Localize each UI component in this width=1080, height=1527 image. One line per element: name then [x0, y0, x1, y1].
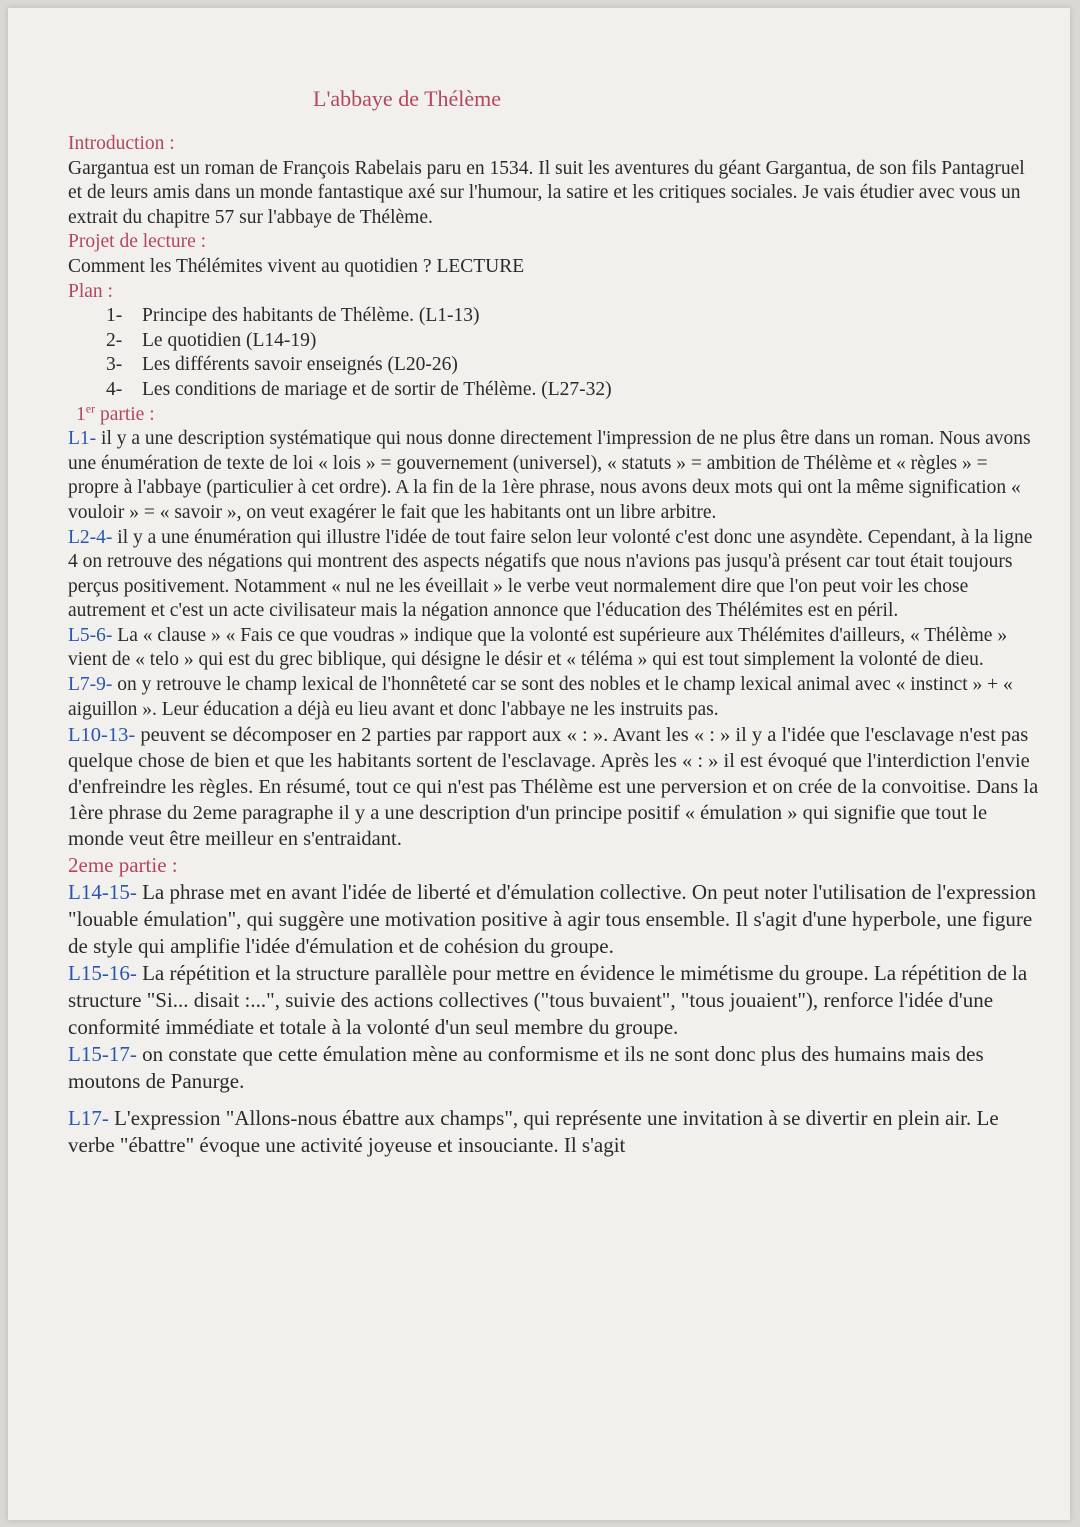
line-reference: L15-17- [68, 1042, 137, 1067]
part2-paragraph [68, 960, 1043, 1041]
paragraph-text: peuvent se décomposer en 2 parties par rapport aux « : ». Avant les « : » il y a l'idée que l'esclavage n'est pas quelque chose de bien et que les habitants sortent de l'esclavage. Après les « : » il est évoqué que l'interdiction l'envie d'enfreindre les règles. En résumé, tout ce qui n'est pas Thélème est une perversion et on crée de la convoitise. Dans la 1ère phrase du 2eme paragraphe il y a une description d'un principe positif « émulation » qui signifie que tout le monde veut être meilleur en s'entraidant. [68, 724, 1039, 851]
part1-paragraph [68, 624, 1043, 673]
part1-paragraph [68, 673, 1043, 722]
plan-item-text: Les conditions de mariage et de sortir de Thélème. (L27-32) [142, 378, 612, 400]
part1-paragraph [68, 427, 1043, 525]
plan-item-text: Principe des habitants de Thélème. (L1-13) [142, 305, 480, 327]
paragraph-text: La « clause » « Fais ce que voudras » indique que la volonté est supérieure aux Thélémites d'ailleurs, « Thélème » vient de « telo » qui est du grec biblique, qui désigne le désir et « téléma » qui est tout simplement la volonté de dieu. [68, 624, 1008, 671]
paragraph-text: on y retrouve le champ lexical de l'honnêteté car se sont des nobles et le champ lexical animal avec « instinct » + « aiguillon ». Leur éducation a déjà eu lieu avant et donc l'abbaye ne les instruits pas. [68, 674, 1013, 720]
paragraph-text: La phrase met en avant l'idée de liberté et d'émulation collective. On peut noter l'utilisation de l'expression "louable émulation", qui suggère une motivation positive à agir tous ensemble. Il s'agit d'une hyperbole, une figure de style qui amplifie l'idée d'émulation et de cohésion du groupe. [68, 880, 1037, 959]
paragraph-text: L'expression "Allons-nous ébattre aux champs", qui représente une invitation à se divertir en plein air. Le verbe "ébattre" évoque une activité joyeuse et insouciante. Il s'agit [68, 1106, 999, 1158]
line-reference: L7-9- [68, 674, 113, 696]
line-reference: L14-15- [68, 880, 137, 905]
part2-paragraph [68, 1041, 1043, 1095]
plan-item [106, 304, 1043, 329]
part1-heading [68, 403, 1043, 428]
plan-item-number: 1- [106, 305, 123, 327]
part2-section [68, 852, 1043, 1159]
projet-text: Comment les Thélémites vivent au quotidien ? LECTURE [68, 255, 525, 277]
line-reference: L1- [68, 428, 97, 450]
plan-item [106, 329, 1043, 354]
plan-item-text: Le quotidien (L14-19) [142, 329, 317, 351]
line-reference: L10-13- [68, 724, 136, 747]
line-reference: L15-16- [68, 961, 137, 986]
part1-heading-num: 1 [76, 403, 86, 425]
plan-heading: Plan : [68, 280, 113, 302]
plan-item-number: 2- [106, 329, 123, 351]
part2-paragraph [68, 1105, 1043, 1159]
document-title: L'abbaye de Thélème [313, 86, 502, 111]
part1-heading-sup: er [85, 401, 96, 416]
plan-list [68, 304, 1043, 402]
paragraph-text: il y a une description systématique qui nous donne directement l'impression de ne plus être dans un roman. Nous avons une énumération de texte de loi « lois » = gouvernement (universel), « statuts » = ambition de Thélème et « règles » = propre à l'abbaye (particulier à cet ordre). A la fin de la 1ère phrase, nous avons deux mots qui ont la même signification « vouloir » = « savoir », on veut exagérer le fait que les habitants ont un libre arbitre. [68, 428, 1031, 523]
part1-paragraph [68, 526, 1043, 624]
line-reference: L2-4- [68, 526, 113, 548]
paragraph-text: il y a une énumération qui illustre l'idée de tout faire selon leur volonté c'est donc une asyndète. Cependant, à la ligne 4 on retrouve des négations qui montrent des aspects négatifs que nous n'avions pas jusqu'à présent car tout était toujours perçus positivement. Notamment « nul ne les éveillait » le verbe veut normalement dire que l'on peut voir les chose autrement et c'est un acte civilisateur mais la négation annonce que l'éducation des Thélémites est en péril. [68, 526, 1033, 622]
part1-heading-rest: partie : [95, 403, 155, 425]
line-reference: L5-6- [68, 624, 113, 646]
part2-heading: 2eme partie : [68, 853, 178, 878]
intro-heading: Introduction : [68, 133, 175, 154]
projet-heading: Projet de lecture : [68, 231, 207, 253]
plan-item [106, 353, 1043, 378]
part1-paragraph [68, 722, 1043, 852]
paragraph-text: on constate que cette émulation mène au conformisme et ils ne sont donc plus des humains mais des moutons de Panurge. [68, 1042, 984, 1094]
part2-paragraph [68, 879, 1043, 960]
plan-item-number: 3- [106, 354, 123, 376]
plan-item-number: 4- [106, 378, 123, 400]
intro-text: Gargantua est un roman de François Rabelais paru en 1534. Il suit les aventures du géant Gargantua, de son fils Pantagruel et de leurs amis dans un monde fantastique axé sur l'humour, la satire et les critiques sociales. Je vais étudier avec vous un extrait du chapitre 57 sur l'abbaye de Thélème. [68, 157, 1025, 228]
plan-item [106, 378, 1043, 403]
document-body [68, 86, 1043, 1159]
document-page [8, 8, 1070, 1520]
line-reference: L17- [68, 1106, 109, 1131]
paragraph-text: La répétition et la structure parallèle pour mettre en évidence le mimétisme du groupe. La répétition de la structure "Si... disait :...", suivie des actions collectives ("tous buvaient", "tous jouaient"), renforce l'idée d'une conformité immédiate et totale à la volonté d'un seul membre du groupe. [68, 961, 1028, 1040]
plan-item-text: Les différents savoir enseignés (L20-26) [142, 354, 458, 376]
